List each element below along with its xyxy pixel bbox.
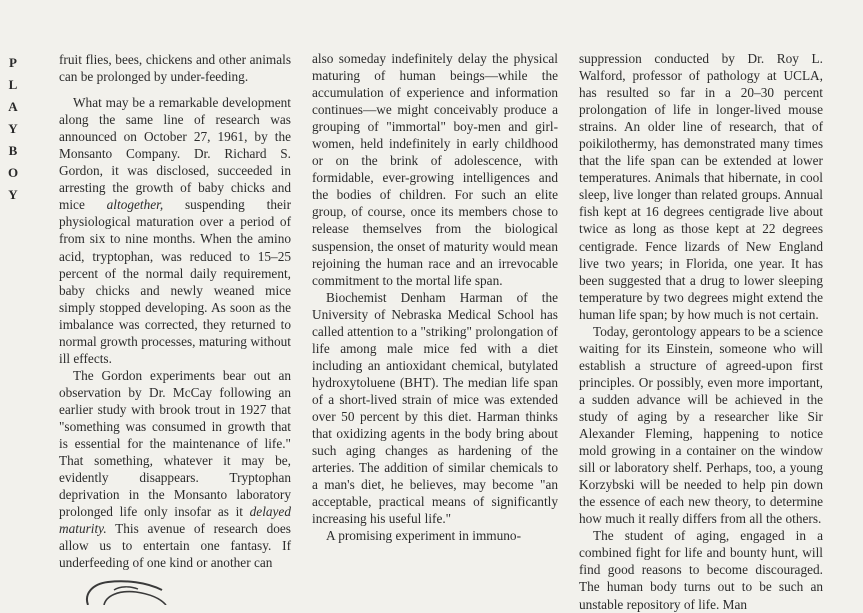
paragraph — [59, 367, 291, 572]
cartoon-sketch-fragment — [74, 572, 194, 605]
side-letter: L — [8, 77, 18, 92]
text-column-2 — [312, 50, 558, 544]
text-run: What may be a remarkable development along the same line of research was announced on October 27, 1961, by the Monsanto Company. Dr. Richard S. Gordon, it was disclosed, succeeded in arresting the growth of baby chicks and mice — [59, 95, 291, 213]
text-column-3 — [579, 50, 823, 613]
paragraph: fruit flies, bees, chickens and other animals can be prolonged by under-feeding. — [59, 52, 291, 85]
side-letter: A — [8, 99, 18, 114]
side-letter: P — [9, 55, 17, 70]
italic-text: altogether, — [106, 197, 164, 213]
side-letter: B — [8, 143, 18, 158]
text-column-1 — [59, 51, 291, 571]
text-run: suspending their physiological maturation over a period of from six to nine months. When the amino acid, tryptophan, was reduced to 15–25 percent of the normal daily requirement, baby chicks and newly weaned mice simply stopped developing. As soon as the imbalance was corrected, they returned to normal growth processes, maturing without ill effects. — [59, 197, 291, 366]
side-letter: O — [7, 165, 19, 180]
side-letter: Y — [8, 187, 18, 202]
italic-text: delayed maturity. — [59, 504, 291, 537]
paragraph: A promising experiment in immuno- — [326, 528, 521, 544]
magazine-side-label — [6, 52, 20, 206]
text-run: The Gordon experiments bear out an observation by Dr. McCay following an earlier study with brook trout in 1927 that "something was consumed in growth that is essential for the maintenance of life." That something, whatever it may be, evidently disappears. Tryptophan deprivation in the Monsanto laboratory prolonged life only insofar as it — [59, 367, 291, 520]
paragraph: Biochemist Denham Harman of the University of Nebraska Medical School has called attention to a "striking" prolongation of life among male mice fed with a diet including an antioxidant chemical, butylated hydroxytoluene (BHT). The median life span of a short-lived strain of mice was extended over 50 percent by this diet. Harman thinks that oxidizing agents in the body bring about such aging changes as hardening of the arteries. The addition of similar chemicals to a man's diet, he believes, may become "an acceptable, practical means of significantly increasing his useful life." — [312, 289, 558, 527]
paragraph: suppression conducted by Dr. Roy L. Walford, professor of pathology at UCLA, has resulted so far in a 20–30 percent prolongation of life in longer-lived mouse strains. An older line of research, that of poikilothermy, has demonstrated many times that the life span can be extended at lower temperatures. Animals that hibernate, in cool sleep, live longer than related groups. Annual fish kept at 16 degrees centigrade live about twice as long as those kept at 22 degrees centigrade. Fence lizards of New England live two years; in Florida, one year. It has been suggested that a drug to lower sleeping temperature by two degrees might extend the human life span; by how much is not certain. — [579, 51, 823, 322]
paragraph: The student of aging, engaged in a combined fight for life and bounty hunt, will find good reasons to become discouraged. The human body turns out to be such an unstable repository of life. Man — [579, 528, 823, 612]
text-run: This avenue of research does allow us to entertain one fantasy. If underfeeding of one kind or another can — [59, 521, 291, 571]
paragraph: Today, gerontology appears to be a science waiting for its Einstein, someone who will establish a structure of agreed-upon first principles. Or possibly, even more important, a sudden advance will be achieved in the study of aging by a researcher like Sir Alexander Fleming, happening to notice mold growing in a container on the window sill or laboratory shelf. Perhaps, too, a young Korzybski will be needed to help pin down the essence of each new theory, to determine how much it really differs from all the others. — [579, 323, 823, 527]
side-letter: Y — [8, 121, 18, 136]
paragraph: also someday indefinitely delay the physical maturing of human beings—while the accumulation of experience and information continues—we might conceivably produce a grouping of "immortal" boy-men and girl-women, held indefinitely in early childhood or on the brink of adolescence, with formidable, ever-growing intelligences and the bodies of children. For such an elite group, of course, once its members chose to release themselves from the biological suspension, the onset of maturity would mean rejoining the human race and an irrevocable commitment to the mortal life span. — [312, 51, 558, 288]
paragraph — [59, 94, 291, 367]
